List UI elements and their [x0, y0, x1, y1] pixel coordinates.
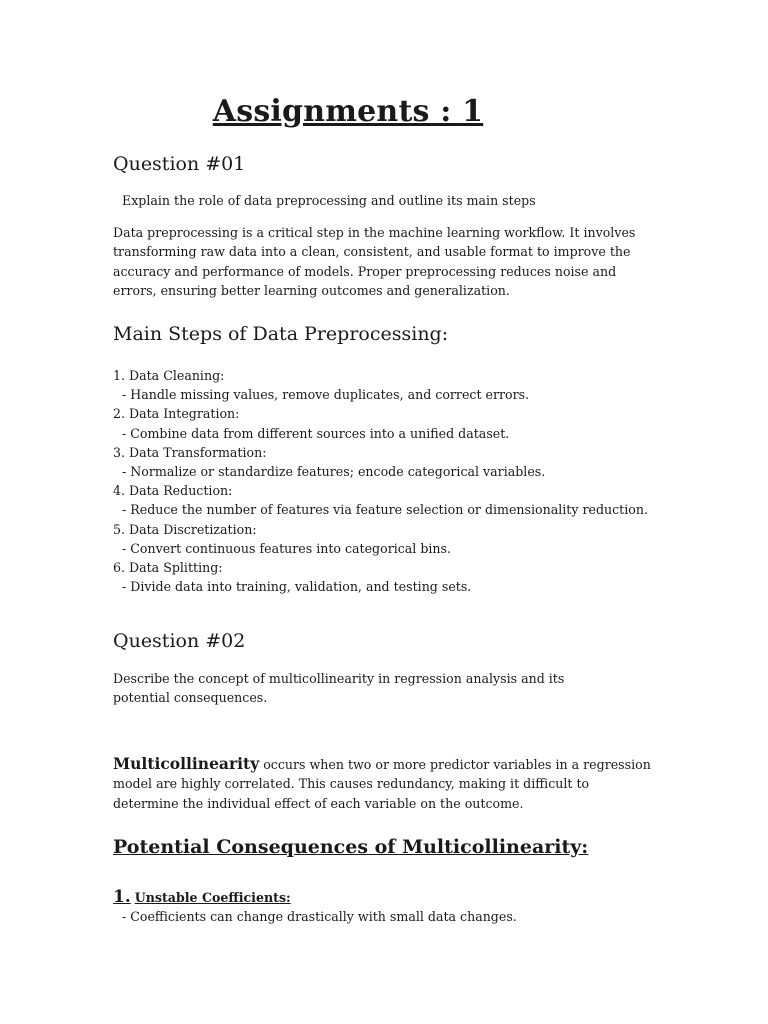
multicollinearity-term: Multicollinearity	[113, 754, 260, 773]
multicollinearity-definition-text: occurs when two or more predictor variables in a regression model are highly correlated. This causes redundancy, making it difficult to determine the individual effect of each variable on the outcome.	[113, 757, 651, 811]
step-1-label: 1. Data Cleaning:	[113, 368, 225, 383]
question-1-answer: Data preprocessing is a critical step in the machine learning workflow. It involves transforming raw data into a clean, consistent, and usable format to improve the accuracy and performance of models. Proper preprocessing reduces noise and errors, ensuring better learning outcomes and generalization.	[113, 225, 636, 299]
preprocessing-steps-list	[113, 366, 648, 596]
consequences-heading: Potential Consequences of Multicollinearity:	[113, 836, 589, 858]
step-5-label: 5. Data Discretization:	[113, 521, 257, 537]
step-6-detail: - Divide data into training, validation, and testing sets.	[122, 579, 472, 595]
step-3-label: 3. Data Transformation:	[113, 444, 267, 460]
step-2-label: 2. Data Integration:	[113, 406, 240, 422]
step-6-label: 6. Data Splitting:	[113, 560, 223, 576]
consequence-1-number: 1.	[113, 887, 131, 907]
steps-heading: Main Steps of Data Preprocessing:	[113, 323, 449, 345]
step-5-detail: - Convert continuous features into categorical bins.	[122, 540, 451, 556]
step-4-detail: - Reduce the number of features via feature selection or dimensionality reduction.	[122, 502, 648, 518]
step-2-detail: - Combine data from different sources into a unified dataset.	[122, 425, 510, 441]
page-title: Assignments : 1	[212, 94, 484, 129]
step-4-label: 4. Data Reduction:	[113, 483, 233, 499]
consequence-1-label: Unstable Coefficients:	[134, 890, 291, 905]
step-1-detail: - Handle missing values, remove duplicates, and correct errors.	[122, 387, 530, 403]
step-3-detail: - Normalize or standardize features; encode categorical variables.	[122, 464, 546, 480]
question-1-heading: Question #01	[113, 153, 246, 175]
multicollinearity-definition	[113, 754, 658, 813]
consequence-1-detail: - Coefficients can change drastically with small data changes.	[122, 909, 517, 924]
question-1-prompt: Explain the role of data preprocessing and outline its main steps	[122, 193, 536, 208]
question-2-heading: Question #02	[113, 630, 246, 652]
consequence-1	[113, 887, 517, 924]
consequence-1-title	[113, 887, 517, 907]
question-2-prompt: Describe the concept of multicollinearity in regression analysis and its potential consequences.	[113, 671, 565, 706]
